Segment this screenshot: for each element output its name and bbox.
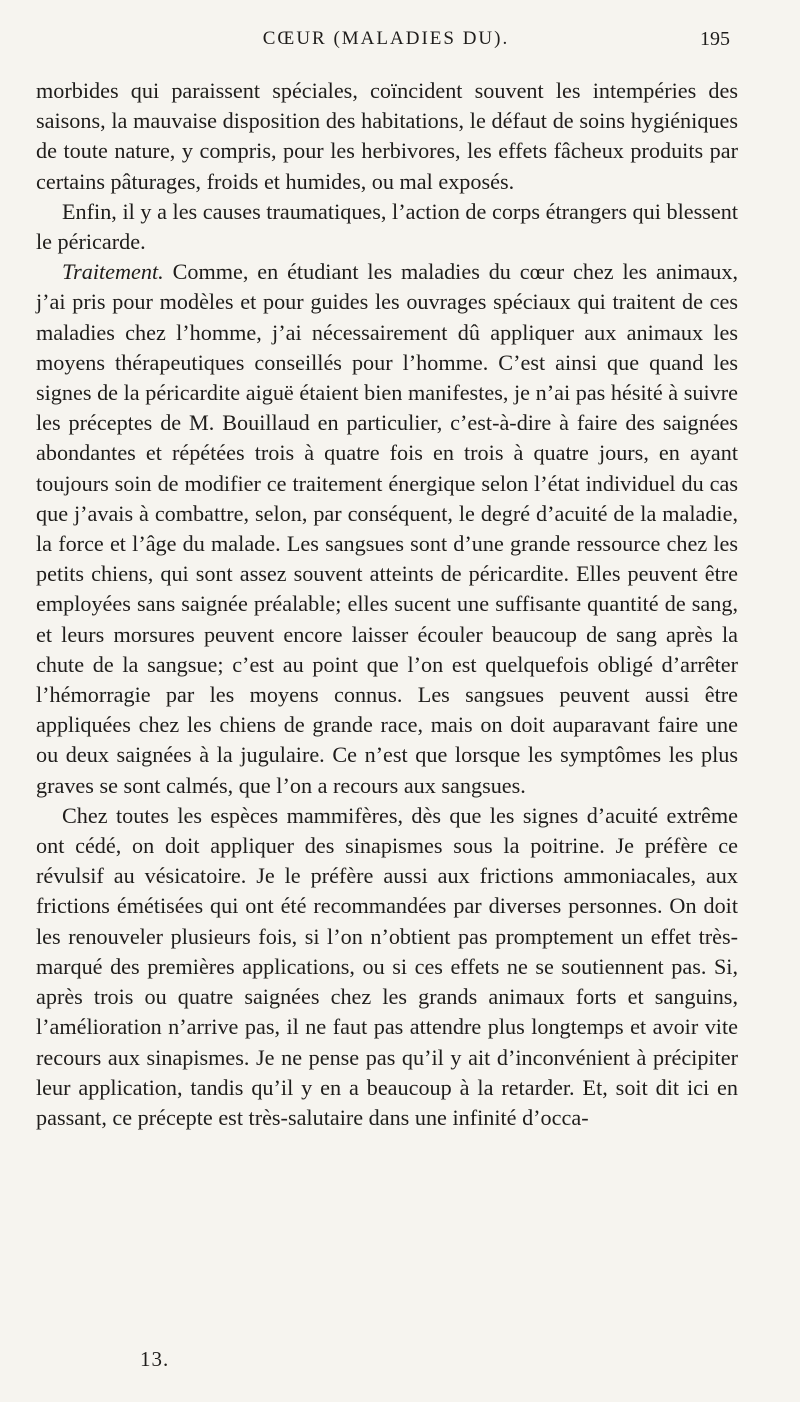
paragraph-treatment bbox=[36, 257, 738, 801]
signature-mark: 13. bbox=[140, 1347, 170, 1371]
paragraph-continued: morbides qui paraissent spéciales, coïncident souvent les intempéries des saisons, la mauvaise disposition des habitations, le défaut de soins hygiéniques de toute nature, y compris, pour les herbivores, les effets fâcheux produits par certains pâturages, froids et humides, ou mal exposés. bbox=[36, 78, 738, 194]
page-header bbox=[36, 28, 736, 62]
paragraph-sinapisms: Chez toutes les espèces mammifères, dès que les signes d’acuité extrême ont cédé, on doit appliquer des sinapismes sous la poitrine. Je préfère ce révulsif au vésicatoire. Je le préfère aussi aux frictions ammoniacales, aux frictions émétisées qui ont été recommandées par diverses personnes. On doit les renouveler plusieurs fois, si l’on n’obtient pas promptement un effet très-marqué des premières applications, ou si ces effets ne se soutiennent pas. Si, après trois ou quatre saignées chez les grands animaux forts et sanguins, l’amélioration n’arrive pas, il ne faut pas attendre plus longtemps et avoir vite recours aux sinapismes. Je ne pense pas qu’il y ait d’inconvénient à précipiter leur application, tandis qu’il y en a beaucoup à la retarder. Et, soit dit ici en passant, ce précepte est très-salutaire dans une infinité d’occa- bbox=[36, 802, 738, 1130]
running-title: CŒUR (MALADIES DU). bbox=[262, 28, 510, 49]
paragraph-traumatic-causes: Enfin, il y a les causes traumatiques, l’action de corps étrangers qui blessent le péricarde. bbox=[36, 198, 738, 255]
section-lead-treatment: Traitement. bbox=[62, 259, 164, 285]
body-text bbox=[36, 76, 738, 1133]
paragraph-treatment-text: Comme, en étudiant les maladies du cœur chez les animaux, j’ai pris pour modèles et pour guides les ouvrages spéciaux qui traitent de ces maladies chez l’homme, j’ai nécessairement dû appliquer aux animaux les moyens thérapeutiques conseillés pour l’homme. C’est ainsi que quand les signes de la péricardite aiguë étaient bien manifestes, je n’ai pas hésité à suivre les préceptes de M. Bouillaud en particulier, c’est-à-dire à faire des saignées abondantes et répétées trois à quatre fois en trois à quatre jours, en ayant toujours soin de modifier ce traitement énergique selon l’état individuel du cas que j’avais à combattre, selon, par conséquent, le degré d’acuité de la maladie, la force et l’âge du malade. Les sangsues sont d’une grande ressource chez les petits chiens, qui sont assez souvent atteints de péricardite. Elles peuvent être employées sans saignée préalable; elles sucent une suffisante quantité de sang, et leurs morsures peuvent encore laisser écouler beaucoup de sang après la chute de la sangsue; c’est au point que l’on est quelquefois obligé d’arrêter l’hémorragie par les moyens connus. Les sangsues peuvent aussi être appliquées chez les chiens de grande race, mais on doit auparavant faire une ou deux saignées à la jugulaire. Ce n’est que lorsque les symptômes les plus graves se sont calmés, que l’on a recours aux sangsues. bbox=[36, 259, 738, 798]
page-number: 195 bbox=[700, 28, 730, 50]
